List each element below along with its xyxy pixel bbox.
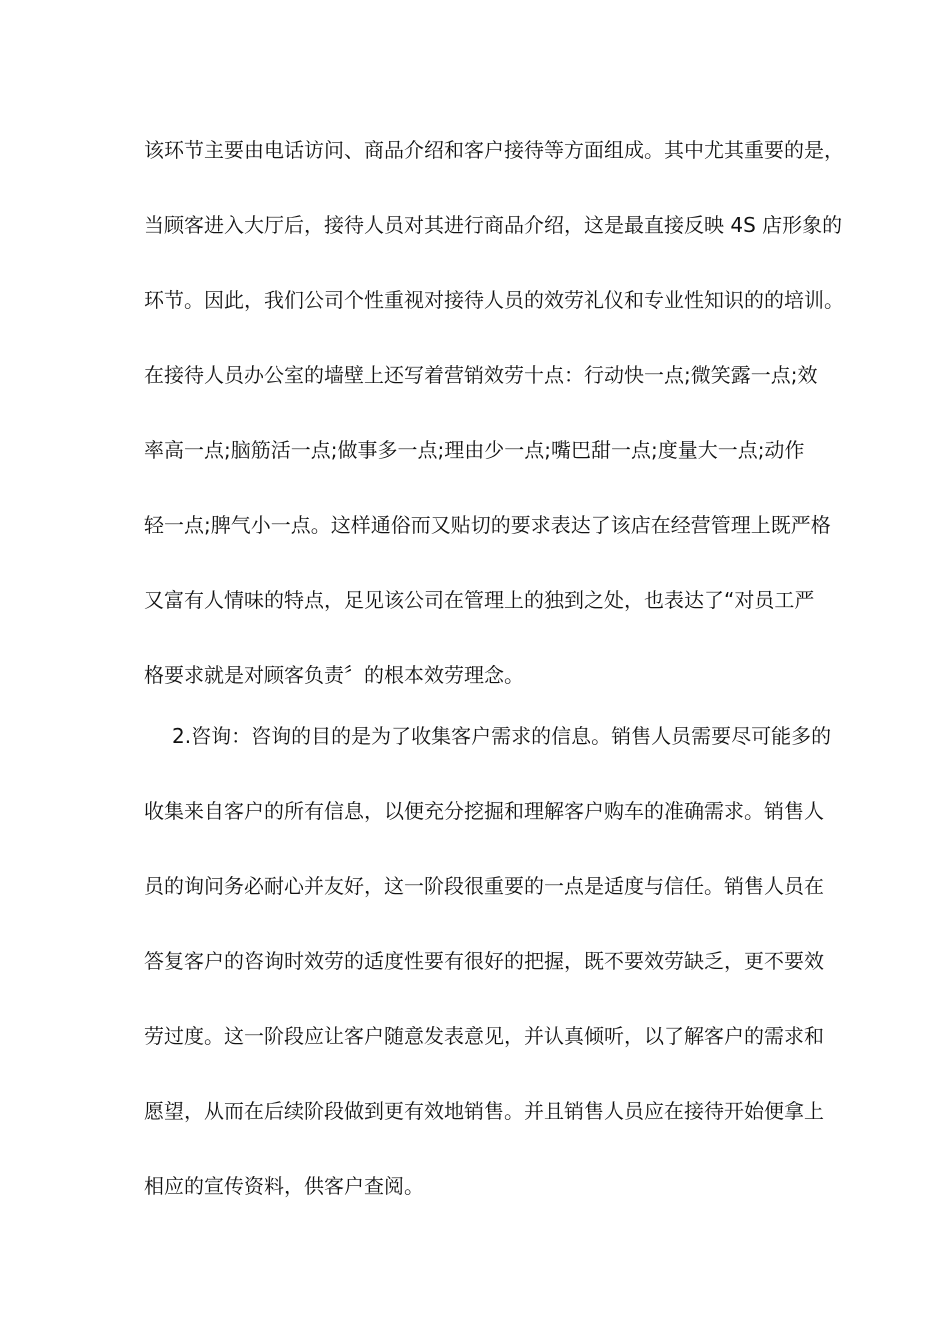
text-line: 相应的宣传资料，供客户查阅。 xyxy=(144,1174,424,1198)
text-line: 答复客户的咨询时效劳的适度性要有很好的把握，既不要效劳缺乏，更不要效 xyxy=(144,949,824,973)
text-line: 率高一点;脑筋活一点;做事多一点;理由少一点;嘴巴甜一点;度量大一点;动作 xyxy=(144,438,805,462)
text-line: 该环节主要由电话访问、商品介绍和客户接待等方面组成。其中尤其重要的是， xyxy=(144,138,844,162)
text-line: 环节。因此，我们公司个性重视对接待人员的效劳礼仪和专业性知识的的培训。 xyxy=(144,288,844,312)
text-line: 格要求就是对顾客负责〞的根本效劳理念。 xyxy=(144,663,524,687)
text-line: 愿望，从而在后续阶段做到更有效地销售。并且销售人员应在接待开始便拿上 xyxy=(144,1099,824,1123)
text-line: 当顾客进入大厅后，接待人员对其进行商品介绍，这是最直接反映 4S 店形象的 xyxy=(144,213,843,237)
text-line: 又富有人情味的特点，足见该公司在管理上的独到之处，也表达了“对员工严 xyxy=(144,588,815,612)
text-line: 员的询问务必耐心并友好，这一阶段很重要的一点是适度与信任。销售人员在 xyxy=(144,874,824,898)
text-line: 在接待人员办公室的墙壁上还写着营销效劳十点：行动快一点;微笑露一点;效 xyxy=(144,363,818,387)
text-line: 2.咨询：咨询的目的是为了收集客户需求的信息。销售人员需要尽可能多的 xyxy=(172,724,832,748)
text-line: 轻一点;脾气小一点。这样通俗而又贴切的要求表达了该店在经营管理上既严格 xyxy=(144,513,831,537)
text-line: 劳过度。这一阶段应让客户随意发表意见，并认真倾听，以了解客户的需求和 xyxy=(144,1024,824,1048)
text-line: 收集来自客户的所有信息，以便充分挖掘和理解客户购车的准确需求。销售人 xyxy=(144,799,824,823)
